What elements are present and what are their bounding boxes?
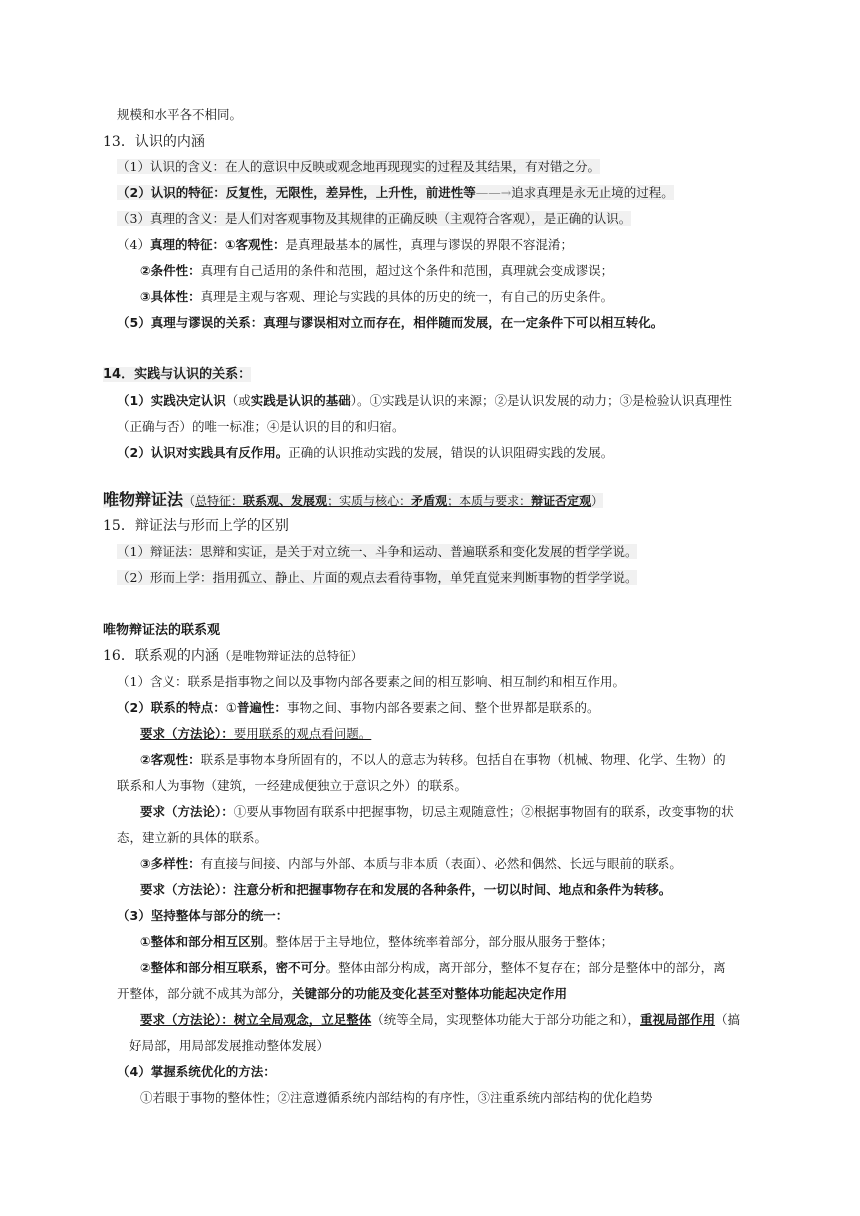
section-heading-16 [103,647,363,665]
requirement-1 [140,725,371,743]
item-whole-part-2-cont [117,985,567,1003]
item-14-1 [117,392,732,410]
text: 开整体，部分就不成其为部分， [117,986,293,1001]
text: 有直接与间接、内部与外部、本质与非本质（表面）、必然和偶然、长远与眼前的联系。 [200,856,682,871]
bold-text: 真理的特征：①客观性： [149,237,286,252]
item-objectivity-cont: 联系和人为事物（建筑，一经建成便独立于意识之外）的联系。 [117,778,468,793]
bold-text: ②整体和部分相互联系，密不可分 [140,960,326,975]
text: 真理是主观与客观、理论与实践的具体的历史的统一，有自己的历史条件。 [200,289,614,304]
item-whole-part-2 [140,959,726,977]
bold-text: 矛盾观 [411,494,448,508]
text: ） [591,494,604,508]
text: （或 [225,393,251,408]
text: ；本质与要求： [447,494,532,508]
item-16-4 [117,1063,276,1081]
section-heading-13: 13．认识的内涵 [103,134,205,150]
item-objectivity [140,751,726,769]
text: （4） [117,237,150,252]
text: ；实质与核心： [327,494,412,508]
bold-text: 重视局部作用 [640,1012,716,1027]
bold-text: （4）掌握系统优化的方法： [117,1064,276,1079]
item-whole-part-1 [140,933,613,951]
requirement-2 [140,803,734,821]
text: 联系是事物本身所固有的，不以人的意志为转移。包括自在事物（机械、物理、化学、生物）的 [200,752,726,767]
bold-text: （5）真理与谬误的关系：真理与谬误相对立而存在，相伴随而发展，在一定条件下可以相互转化。 [117,315,664,330]
text: （3）真理的含义：是人们对客观事物及其规律的正确反映（主观符合客观），是正确的认识。 [117,211,632,226]
bold-text: （1）实践决定认识 [117,393,226,408]
section-heading-14 [103,366,251,384]
text: （搞 [715,1012,741,1027]
bold-text: ②客观性： [140,752,201,767]
item-14-2 [117,444,613,462]
text: 事物之间、事物内部各要素之间、整个世界都是联系的。 [286,700,600,715]
heading-text: 16．联系观的内涵 [103,648,219,664]
text: 。整体居于主导地位，整体统率着部分，部分服从服务于整体； [263,934,614,949]
bold-text: （2）认识对实践具有反作用。 [117,445,289,460]
item-14-1-cont: （正确与否）的唯一标准；④是认识的目的和归宿。 [117,419,405,434]
heading-note: （是唯物辩证法的总特征） [218,649,363,663]
chapter-heading-connection: 唯物辩证法的联系观 [103,623,221,638]
bold-text: ③具体性： [140,289,201,304]
bold-text: 要求（方法论）： [140,804,234,819]
item-13-1 [117,158,600,176]
bold-text: ②条件性： [140,263,201,278]
text: （统等全局，实现整体功能大于部分功能之和）， [371,1012,641,1027]
chapter-heading-dialectics [103,491,603,510]
bold-text: 辩证否定观 [531,494,592,508]
item-13-3 [117,210,631,228]
item-13-4-concrete [140,288,613,306]
text: 是真理最基本的属性，真理与谬误的界限不容混淆； [285,237,574,252]
bold-text: ①整体和部分相互区别 [140,934,264,949]
item-16-1: （1）含义：联系是指事物之间以及事物内部各要素之间的相互影响、相互制约和相互作用。 [117,674,625,689]
bold-text: 关键部分的功能及变化甚至对整体功能起决定作用 [292,986,568,1001]
bold-text: 实践是认识的基础 [250,393,351,408]
text: （1）辩证法：思辩和实证，是关于对立统一、斗争和运动、普遍联系和变化发展的哲学学说。 [117,544,638,559]
text: ）。①实践是认识的来源；②是认识发展的动力；③是检验认识真理性 [350,393,732,408]
text: 追求真理是永无止境的过程。 [511,185,674,200]
chapter-title: 唯物辩证法 [103,490,184,509]
text: ① [225,700,237,715]
requirement-4 [140,1011,740,1029]
bold-text: 要求（方法论）：树立全局观念，立足整体 [140,1012,372,1027]
text: 真理有自己适用的条件和范围，超过这个条件和范围，真理就会变成谬误； [200,263,614,278]
text: 正确的认识推动实践的发展，错误的认识阻碍实践的发展。 [288,445,614,460]
item-16-3 [117,907,288,925]
text: （2）形而上学：指用孤立、静止、片面的观点去看待事物，单凭直觉来判断事物的哲学学说。 [117,570,638,585]
item-13-4-conditional [140,262,613,280]
bold-text: ③多样性： [140,856,201,871]
item-13-2 [117,184,674,202]
heading-text: 14．实践与认识的关系： [103,367,252,382]
bold-text: （2）联系的特点： [117,700,226,715]
bold-text: 要求（方法论）： [140,726,234,741]
section-heading-15: 15．辩证法与形而上学的区别 [103,518,289,534]
bold-text: （2）认识的特征：反复性，无限性，差异性，上升性，前进性等 [117,185,476,200]
text: ①要从事物固有联系中把握事物，切忌主观随意性；②根据事物固有的联系，改变事物的状 [233,804,734,819]
requirement-3 [140,881,671,899]
item-13-5 [117,314,663,332]
bold-text: 联系观、发展观 [243,494,328,508]
item-diversity [140,855,682,873]
item-15-1 [117,543,637,561]
bold-text: 普遍性： [236,700,287,715]
bold-text: （3）坚持整体与部分的统一： [117,908,289,923]
text: 总特征： [195,494,244,508]
text: （1）认识的含义：在人的意识中反映或观念地再现现实的过程及其结果，有对错之分。 [117,159,600,174]
requirement-4-cont: 好局部，用局部发展推动整体发展） [129,1038,330,1053]
arrow: ——→ [475,185,512,200]
text: （ [183,494,196,508]
text-line: 规模和水平各不相同。 [117,107,243,122]
item-13-4 [117,236,573,254]
requirement-2-cont: 态，建立新的具体的联系。 [117,830,268,845]
text: 。整体由部分构成，离开部分，整体不复存在；部分是整体中的部分，离 [325,960,726,975]
bold-text: 要求（方法论）：注意分析和把握事物存在和发展的各种条件，一切以时间、地点和条件为转移。 [140,882,672,897]
text: 要用联系的观点看问题。 [233,726,372,741]
item-16-4-list: ①若眼于事物的整体性；②注意遵循系统内部结构的有序性，③注重系统内部结构的优化趋势 [140,1090,653,1105]
item-15-2 [117,569,637,587]
item-16-2 [117,699,599,717]
